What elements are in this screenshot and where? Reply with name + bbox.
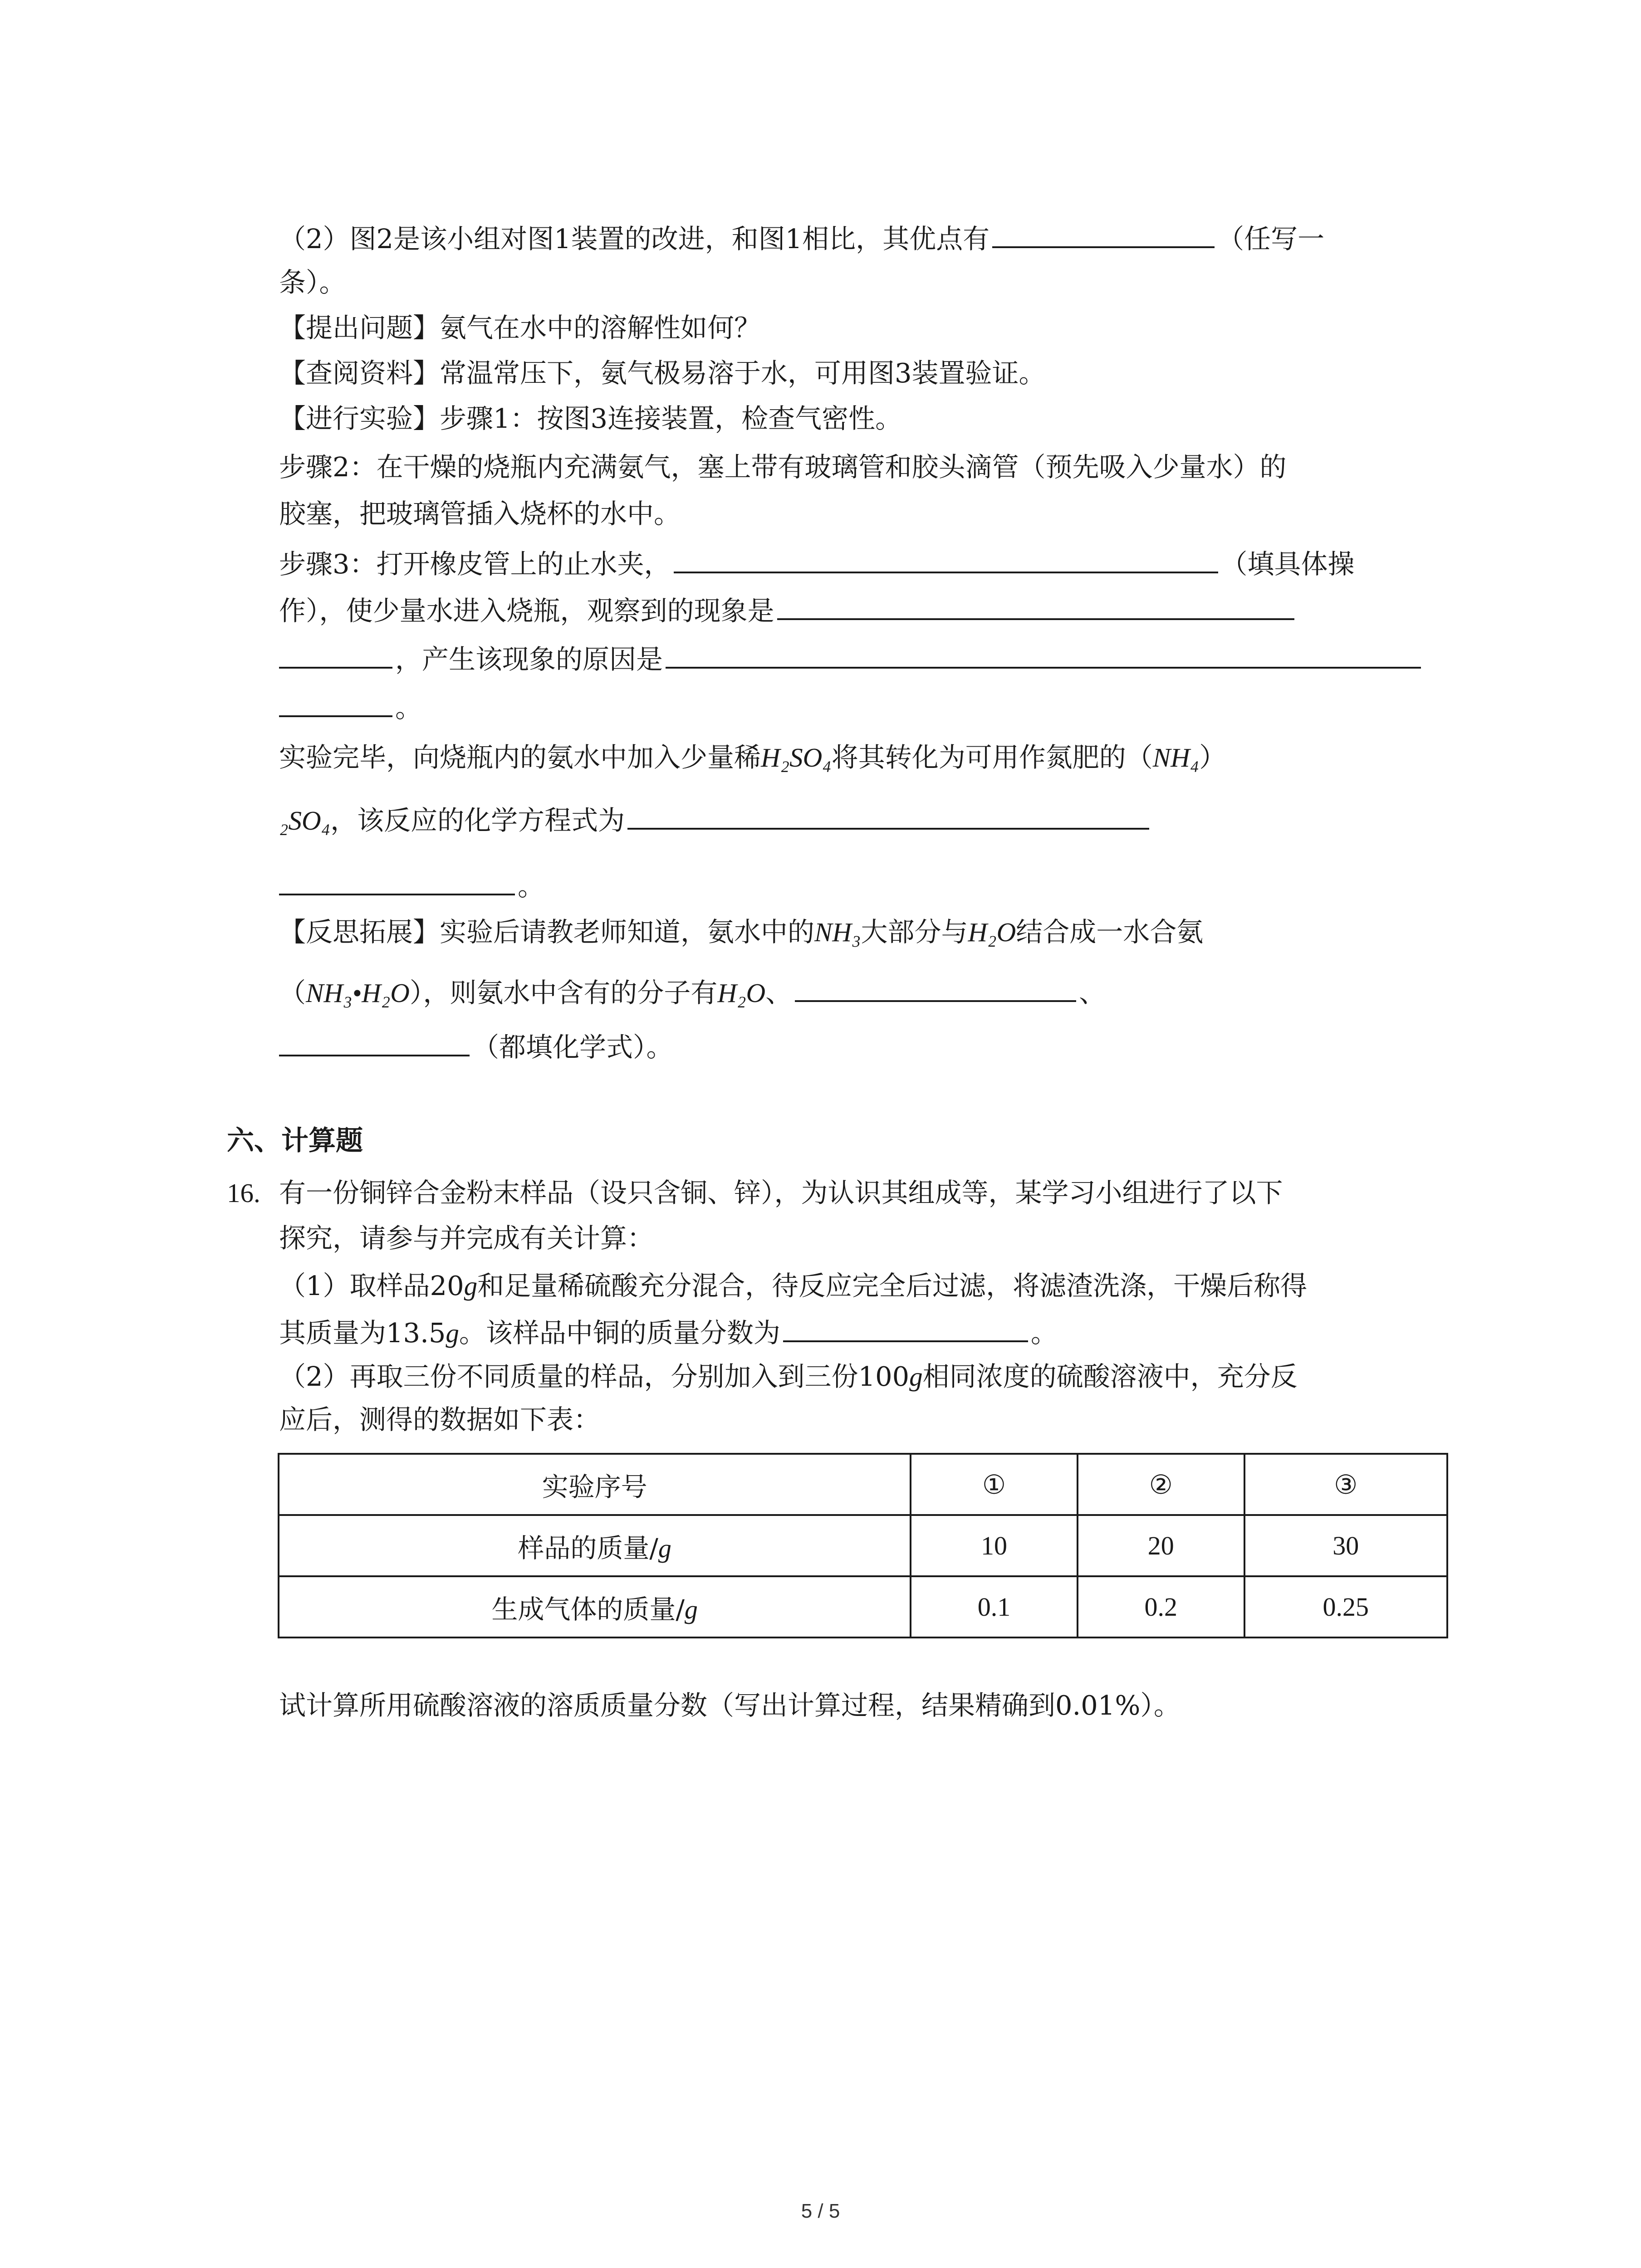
answer-blank-phenomenon-cont[interactable]	[279, 640, 392, 669]
q15-experiment-step1: 【进行实验】步骤1：按图3连接装置，检查气密性。	[279, 403, 902, 434]
q16-calc-instruction: 试计算所用硫酸溶液的溶质质量分数（写出计算过程，结果精确到0.01%）。	[279, 1690, 1181, 1721]
q15-step3-line2: 作），使少量水进入烧瓶，观察到的现象是	[279, 591, 1297, 627]
page-number: 5 / 5	[801, 2200, 840, 2222]
table-cell: 30	[1244, 1515, 1447, 1576]
table-header-cell: ①	[911, 1454, 1078, 1515]
answer-blank-equation[interactable]	[627, 801, 1149, 830]
table-cell: 0.1	[911, 1576, 1078, 1637]
table-cell: 0.25	[1244, 1576, 1447, 1637]
data-table	[278, 1453, 1448, 1638]
table-cell: 10	[911, 1515, 1078, 1576]
q16-part1-line2: 其质量为13.5g。该样品中铜的质量分数为 。	[279, 1313, 1058, 1349]
answer-blank-reason-cont[interactable]	[279, 688, 392, 717]
answer-blank-operation[interactable]	[674, 544, 1218, 573]
q15-finish-line3: 。	[279, 866, 544, 903]
q15-reflect-line3: （都填化学式）。	[279, 1027, 673, 1064]
q15-reflect-line2: （NH₃•H₂O），则氨水中含有的分子有H₂O、 、	[279, 973, 1106, 1009]
q16-intro-line2: 探究，请参与并完成有关计算：	[279, 1222, 654, 1254]
q16-part2-line2: 应后，测得的数据如下表：	[279, 1404, 601, 1435]
answer-blank-phenomenon[interactable]	[777, 591, 1294, 620]
q15-step3-line3: ，产生该现象的原因是	[279, 640, 1424, 676]
q16-part2-line1: （2）再取三份不同质量的样品，分别加入到三份100g相同浓度的硫酸溶液中，充分反	[279, 1361, 1298, 1392]
table-row	[279, 1454, 1447, 1515]
table-header-cell: ③	[1244, 1454, 1447, 1515]
q15-finish-line2: ₂SO₄，该反应的化学方程式为	[279, 801, 1152, 837]
q15-reflect-line1: 【反思拓展】实验后请教老师知道，氨水中的NH₃大部分与H₂O结合成一水合氨	[279, 916, 1204, 948]
answer-blank-reason[interactable]	[666, 640, 1421, 669]
q15-raise-problem: 【提出问题】氨气在水中的溶解性如何？	[279, 312, 761, 343]
table-row	[279, 1576, 1447, 1637]
q15-step2-line2: 胶塞，把玻璃管插入烧杯的水中。	[279, 498, 681, 529]
q15-part2-line2: 条）。	[279, 267, 346, 298]
section-title: 六、计算题	[227, 1125, 363, 1157]
q15-step3-line1: 步骤3：打开橡皮管上的止水夹， （填具体操	[279, 544, 1355, 581]
table-header-cell: ②	[1078, 1454, 1244, 1515]
q15-step2-line1: 步骤2：在干燥的烧瓶内充满氨气，塞上带有玻璃管和胶头滴管（预先吸入少量水）的	[279, 451, 1287, 483]
q16-intro-line1: 有一份铜锌合金粉末样品（设只含铜、锌），为认识其组成等，某学习小组进行了以下	[279, 1177, 1283, 1208]
q15-reference: 【查阅资料】常温常压下，氨气极易溶于水，可用图3装置验证。	[279, 357, 1046, 389]
table-row-label: 样品的质量/g	[279, 1515, 911, 1576]
answer-blank-equation-cont[interactable]	[279, 866, 515, 895]
answer-blank-molecule-2[interactable]	[279, 1027, 470, 1056]
question-number: 16.	[227, 1178, 260, 1208]
answer-blank-advantage[interactable]	[992, 219, 1215, 248]
q15-step3-line4: 。	[279, 688, 422, 724]
table-row-label: 生成气体的质量/g	[279, 1576, 911, 1637]
table-cell: 20	[1078, 1515, 1244, 1576]
answer-blank-copper-fraction[interactable]	[783, 1313, 1028, 1342]
table-header-cell: 实验序号	[279, 1454, 911, 1515]
answer-blank-molecule-1[interactable]	[795, 973, 1076, 1002]
q16-part1-line1: （1）取样品20g和足量稀硫酸充分混合，待反应完全后过滤，将滤渣洗涤，干燥后称得	[279, 1270, 1308, 1301]
q15-part2-line1: （2）图2是该小组对图1装置的改进，和图1相比，其优点有 （任写一	[279, 219, 1324, 255]
table-row	[279, 1515, 1447, 1576]
q15-finish-line1: 实验完毕，向烧瓶内的氨水中加入少量稀H₂SO₄将其转化为可用作氮肥的（NH₄）	[279, 742, 1226, 773]
table-cell: 0.2	[1078, 1576, 1244, 1637]
